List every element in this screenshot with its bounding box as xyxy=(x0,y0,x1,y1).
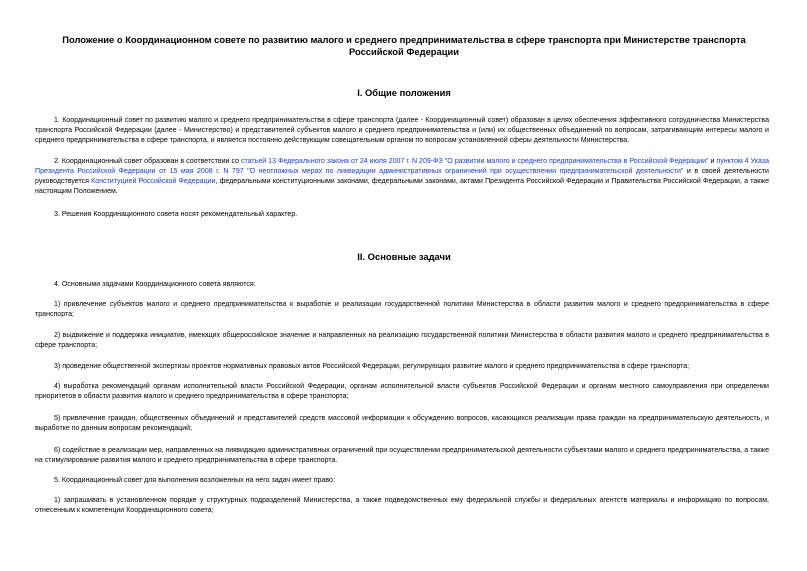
paragraph-2-text-d: , федеральными конституционными законами, федеральными законами, актами Президента Российской Федерации и Правительства Российской Федерации, а также настоящим Положением. xyxy=(35,178,769,195)
section-heading-tasks: II. Основные задачи xyxy=(357,251,451,262)
paragraph-2 xyxy=(35,157,769,197)
section-heading-general: I. Общие положения xyxy=(357,87,451,98)
paragraph-2-text-a: 2. Координационный совет образован в соответствии со xyxy=(54,158,241,165)
paragraph-5: 5. Координационный совет для выполнения возложенных на него задач имеет право: xyxy=(54,477,335,484)
right-item-1: 1) запрашивать в установленном порядке у структурных подразделений Министерства, а также подведомственных ему федеральной службы и федеральных агентств материалы и информацию по вопросам, отнесенным к компетенции Координационного совета; xyxy=(35,497,769,514)
task-item-2: 2) выдвижение и поддержка инициатив, имеющих общероссийское значение и направленных на реализацию государственной политики Министерства в области развития малого и среднего предпринимательства в сфере транспорта; xyxy=(35,332,769,349)
decree-797-link[interactable]: пунктом 4 Указа Президента Российской Федерации от 15 мая 2008 г. N 797 "О неотложных мерах по ликвидации административных ограничений при осуществлении предпринимательской деятельности" xyxy=(35,158,769,175)
task-item-3: 3) проведение общественной экспертизы проектов нормативных правовых актов Российской Федерации, регулирующих развитие малого и среднего предпринимательства в сфере транспорта; xyxy=(54,363,690,370)
task-item-6: 6) содействие в реализации мер, направленных на ликвидацию административных ограничений при осуществлении предпринимательской деятельности субъектами малого и среднего предпринимательства, а также на стимулирование развития малого и среднего предпринимательства в сфере транспорта. xyxy=(35,447,769,464)
paragraph-4: 4. Основными задачами Координационного совета являются: xyxy=(54,281,256,288)
paragraph-1: 1. Координационный совет по развитию малого и среднего предпринимательства в сфере транспорта (далее - Координационный совет) образован в целях обеспечения эффективного сотрудничества Министерства транспорта Российской Федерации (далее - Министерство) и представителей субъектов малого и среднего предпринимательства и (или) их общественных объединений по вопросам, затрагивающим интересы малого и среднего предпринимательства в сфере транспорта, и является постоянно действующим совещательным органом по вопросам установленной сферы деятельности Министерства. xyxy=(35,117,769,144)
task-item-1: 1) привлечение субъектов малого и среднего предпринимательства к выработке и реализации государственной политики Министерства в области развития малого и среднего предпринимательства в сфере транспорта; xyxy=(35,301,769,318)
paragraph-2-text-c: и в своей деятельности руководствуется xyxy=(35,168,769,185)
paragraph-2-text-b: и xyxy=(708,158,717,165)
task-item-5: 5) привлечение граждан, общественных объединений и представителей средств массовой информации к обсуждению вопросов, касающихся реализации права граждан на предпринимательскую деятельность, и выработке по данным вопросам рекомендаций; xyxy=(35,415,769,432)
law-209-fz-link[interactable]: статьей 13 Федерального закона от 24 июля 2007 г. N 209-ФЗ "О развитии малого и среднего предпринимательства в Российской Федерации" xyxy=(240,158,709,165)
paragraph-3: 3. Решения Координационного совета носят рекомендательный характер. xyxy=(54,211,298,218)
document-title: Положение о Координационном совете по развитию малого и среднего предпринимательства в сфере транспорта при Министерстве транспорта Российской Федерации xyxy=(62,34,746,57)
constitution-link[interactable]: Конституцией Российской Федерации xyxy=(91,178,216,185)
task-item-4: 4) выработка рекомендаций органам исполнительной власти Российской Федерации, органам исполнительной власти субъектов Российской Федерации и органам местного самоуправления при определении приоритетов в области развития малого и среднего предпринимательства в сфере транспорта; xyxy=(35,383,769,400)
